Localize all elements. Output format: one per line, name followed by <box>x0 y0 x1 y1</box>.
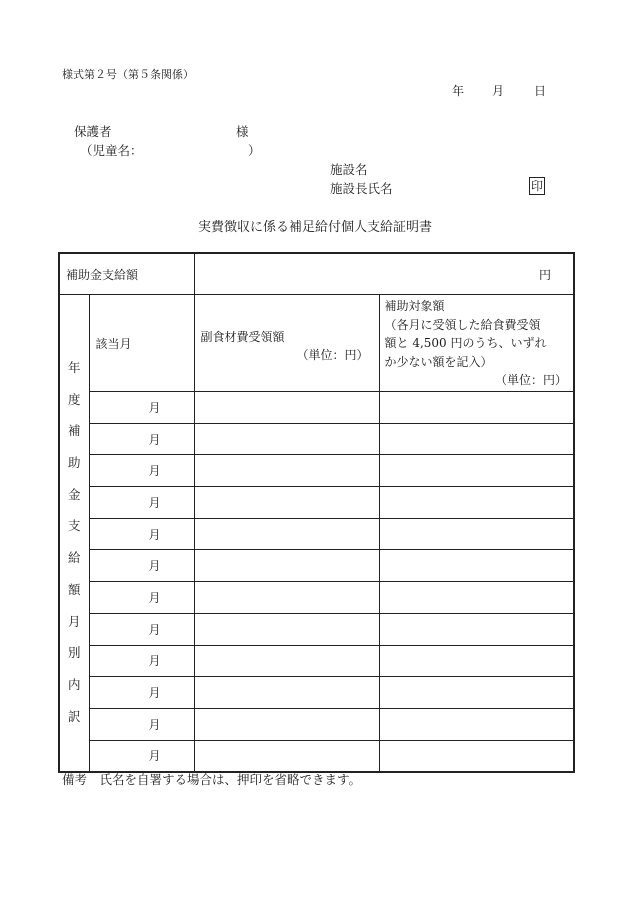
aid-amount-cell[interactable] <box>379 392 574 424</box>
vertical-char: 内 <box>67 676 81 692</box>
month-cell[interactable]: 月 <box>89 487 194 519</box>
facility-name-label: 施設名 <box>330 162 368 177</box>
vertical-char: 助 <box>67 455 81 471</box>
month-cell[interactable]: 月 <box>89 423 194 455</box>
aid-amount-cell[interactable] <box>379 423 574 455</box>
total-amount-unit: 円 <box>539 267 552 282</box>
subsidy-amount-cell[interactable] <box>194 677 379 709</box>
guardian-label: 保護者 <box>74 124 112 139</box>
subsidy-amount-cell[interactable] <box>194 708 379 740</box>
aid-amount-cell[interactable] <box>379 677 574 709</box>
subsidy-amount-cell[interactable] <box>194 487 379 519</box>
aid-amount-cell[interactable] <box>379 708 574 740</box>
month-cell[interactable]: 月 <box>89 518 194 550</box>
aid-amount-cell[interactable] <box>379 455 574 487</box>
subsidy-amount-cell[interactable] <box>194 740 379 772</box>
remarks-note: 備考 氏名を自署する場合は、押印を省略できます。 <box>62 772 362 787</box>
aid-amount-cell[interactable] <box>379 645 574 677</box>
month-column-header: 該当月 <box>89 295 194 392</box>
table-row <box>59 423 574 455</box>
form-number: 様式第２号（第５条関係） <box>62 68 194 81</box>
subsidy-amount-cell[interactable] <box>194 550 379 582</box>
month-cell[interactable]: 月 <box>89 582 194 614</box>
total-amount-label: 補助金支給額 <box>59 253 194 295</box>
aid-column-note-line3: か少ない額を記入） <box>384 354 493 369</box>
date-day-label: 日 <box>534 84 547 98</box>
certificate-table <box>58 252 575 773</box>
month-cell[interactable]: 月 <box>89 455 194 487</box>
vertical-char: 別 <box>67 645 81 661</box>
child-name-close-paren: ） <box>248 143 261 158</box>
child-name-label: （児童名： <box>80 143 143 158</box>
aid-column-header <box>379 295 574 392</box>
vertical-char: 度 <box>67 391 81 407</box>
aid-amount-cell[interactable] <box>379 518 574 550</box>
month-cell[interactable]: 月 <box>89 613 194 645</box>
header-row <box>59 295 574 392</box>
document-title: 実費徴収に係る補足給付個人支給証明書 <box>197 220 432 235</box>
subsidy-amount-cell[interactable] <box>194 423 379 455</box>
seal-mark: 印 <box>531 179 544 193</box>
table-row <box>59 645 574 677</box>
vertical-label <box>59 295 89 773</box>
month-cell[interactable]: 月 <box>89 645 194 677</box>
subsidy-amount-cell[interactable] <box>194 392 379 424</box>
aid-column-unit: （単位：円） <box>495 373 568 387</box>
table-row <box>59 550 574 582</box>
table-row <box>59 455 574 487</box>
month-cell[interactable]: 月 <box>89 740 194 772</box>
month-cell[interactable]: 月 <box>89 392 194 424</box>
table-row <box>59 740 574 772</box>
aid-amount-cell[interactable] <box>379 613 574 645</box>
vertical-char: 支 <box>67 518 81 534</box>
month-cell[interactable]: 月 <box>89 708 194 740</box>
table-row <box>59 613 574 645</box>
subsidy-column-unit: （単位：円） <box>296 348 369 362</box>
aid-amount-cell[interactable] <box>379 740 574 772</box>
date-year-label: 年 <box>452 84 465 98</box>
vertical-char: 額 <box>67 581 81 597</box>
subsidy-amount-cell[interactable] <box>194 518 379 550</box>
month-cell[interactable]: 月 <box>89 550 194 582</box>
subsidy-amount-cell[interactable] <box>194 582 379 614</box>
aid-column-note-line2: 額と 4,500 円のうち、いずれ <box>384 336 547 350</box>
vertical-char: 訳 <box>67 708 81 724</box>
table-row <box>59 677 574 709</box>
table-row <box>59 708 574 740</box>
subsidy-amount-cell[interactable] <box>194 645 379 677</box>
vertical-char: 年 <box>67 359 81 375</box>
vertical-char: 補 <box>67 423 81 439</box>
total-amount-row <box>59 253 574 295</box>
aid-amount-cell[interactable] <box>379 487 574 519</box>
subsidy-column-header <box>194 295 379 392</box>
aid-amount-cell[interactable] <box>379 582 574 614</box>
table-row <box>59 392 574 424</box>
month-cell[interactable]: 月 <box>89 677 194 709</box>
vertical-char: 給 <box>67 550 81 566</box>
subsidy-amount-cell[interactable] <box>194 455 379 487</box>
aid-column-note-line1: （各月に受領した給食費受領 <box>384 317 541 332</box>
table-row <box>59 518 574 550</box>
table-row <box>59 487 574 519</box>
aid-column-label: 補助対象額 <box>384 299 445 313</box>
honorific-sama: 様 <box>236 124 249 139</box>
vertical-char: 金 <box>67 486 81 502</box>
subsidy-amount-cell[interactable] <box>194 613 379 645</box>
date-month-label: 月 <box>492 84 505 98</box>
table-row <box>59 582 574 614</box>
subsidy-column-label: 副食材費受領額 <box>200 330 285 344</box>
director-name-label: 施設長氏名 <box>330 181 393 196</box>
aid-amount-cell[interactable] <box>379 550 574 582</box>
total-amount-field[interactable] <box>194 253 574 295</box>
vertical-char: 月 <box>67 613 81 629</box>
